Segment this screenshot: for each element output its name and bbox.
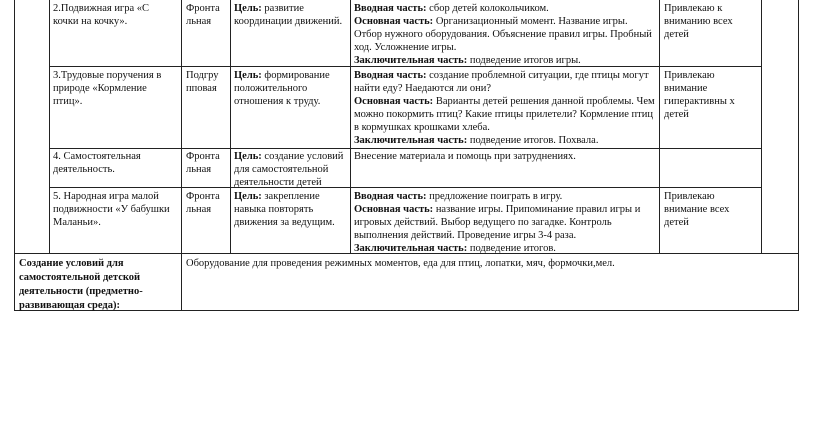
goal-label: Цель: bbox=[234, 3, 262, 14]
form-cell: Подгру пповая bbox=[186, 70, 219, 94]
main-part: Основная часть: название игры. Припоминание правил игры и игровых действий. Выбор ведущего по загадке. Контроль выполнения действий. Проведение игры 3-4 раза. bbox=[354, 204, 641, 241]
goal-cell bbox=[234, 190, 346, 229]
conditions-label: Создание условий для самостоятельной детской деятельности (предметно-развивающая среда): bbox=[19, 258, 143, 311]
table-border-col5 bbox=[659, 0, 660, 253]
intro-part: Вводная часть: сбор детей колокольчиком. bbox=[354, 3, 549, 14]
individual-cell: Привлекаю внимание всех детей bbox=[664, 191, 730, 228]
activity-cell: 5. Народная игра малой подвижности «У бабушки Маланьи». bbox=[53, 191, 170, 228]
individual-cell: Привлекаю внимание гиперактивны х детей bbox=[664, 70, 735, 120]
table-border-left bbox=[14, 0, 15, 310]
form-cell: Фронта льная bbox=[186, 151, 220, 175]
goal-label: Цель: bbox=[234, 191, 262, 202]
content-cell bbox=[354, 69, 656, 147]
intro-part: Вводная часть: предложение поиграть в игру. bbox=[354, 191, 563, 202]
final-part: Заключительная часть: подведение итогов. Похвала. bbox=[354, 135, 599, 146]
table-border-col2 bbox=[181, 0, 182, 310]
goal-label: Цель: bbox=[234, 70, 262, 81]
content-cell bbox=[354, 2, 656, 67]
goal-cell bbox=[234, 2, 346, 28]
goal-text: формирование положительного отношения к труду. bbox=[234, 70, 330, 107]
final-part: Заключительная часть: подведение итогов игры. bbox=[354, 55, 581, 66]
goal-text: закрепление навыка повторять движения за ведущим. bbox=[234, 191, 335, 228]
table-border-col3 bbox=[230, 0, 231, 253]
table-border-right bbox=[798, 0, 799, 310]
goal-cell bbox=[234, 69, 346, 108]
goal-cell bbox=[234, 150, 346, 189]
table-border-col4 bbox=[350, 0, 351, 253]
table-border-col6 bbox=[761, 0, 762, 253]
activity-cell: 3.Трудовые поручения в природе «Кормление птиц». bbox=[53, 70, 162, 107]
goal-label: Цель: bbox=[234, 151, 262, 162]
row-separator-3 bbox=[49, 187, 761, 188]
individual-cell: Привлекаю к вниманию всех детей bbox=[664, 3, 733, 40]
main-part: Основная часть: Организационный момент. Название игры. Отбор нужного оборудования. Объяснение правил игры. Пробный ход. Усложнение игры. bbox=[354, 16, 652, 53]
activity-cell: 2.Подвижная игра «С кочки на кочку». bbox=[53, 3, 150, 27]
form-cell: Фронта льная bbox=[186, 191, 220, 215]
activity-cell: 4. Самостоятельная деятельность. bbox=[53, 151, 141, 175]
form-cell: Фронта льная bbox=[186, 3, 220, 27]
main-part: Основная часть: Варианты детей решения данной проблемы. Чем можно покормить птиц? Какие птицы прилетели? Кормление птиц в кормушках крошками хлеба. bbox=[354, 96, 655, 133]
table-border-col1 bbox=[49, 0, 50, 253]
final-part: Заключительная часть: подведение итогов. bbox=[354, 243, 556, 254]
content-cell bbox=[354, 190, 656, 255]
content-cell: Внесение материала и помощь при затруднениях. bbox=[354, 151, 576, 162]
row-separator-2 bbox=[49, 148, 761, 149]
goal-text: создание условий для самостоятельной деятельности детей bbox=[234, 151, 344, 188]
goal-text: развитие координации движений. bbox=[234, 3, 343, 27]
conditions-text: Оборудование для проведения режимных моментов, еда для птиц, лопатки, мяч, формочки,мел. bbox=[186, 258, 615, 269]
intro-part: Вводная часть: создание проблемной ситуации, где птицы могут найти еду? Наедаются ли они? bbox=[354, 70, 649, 94]
